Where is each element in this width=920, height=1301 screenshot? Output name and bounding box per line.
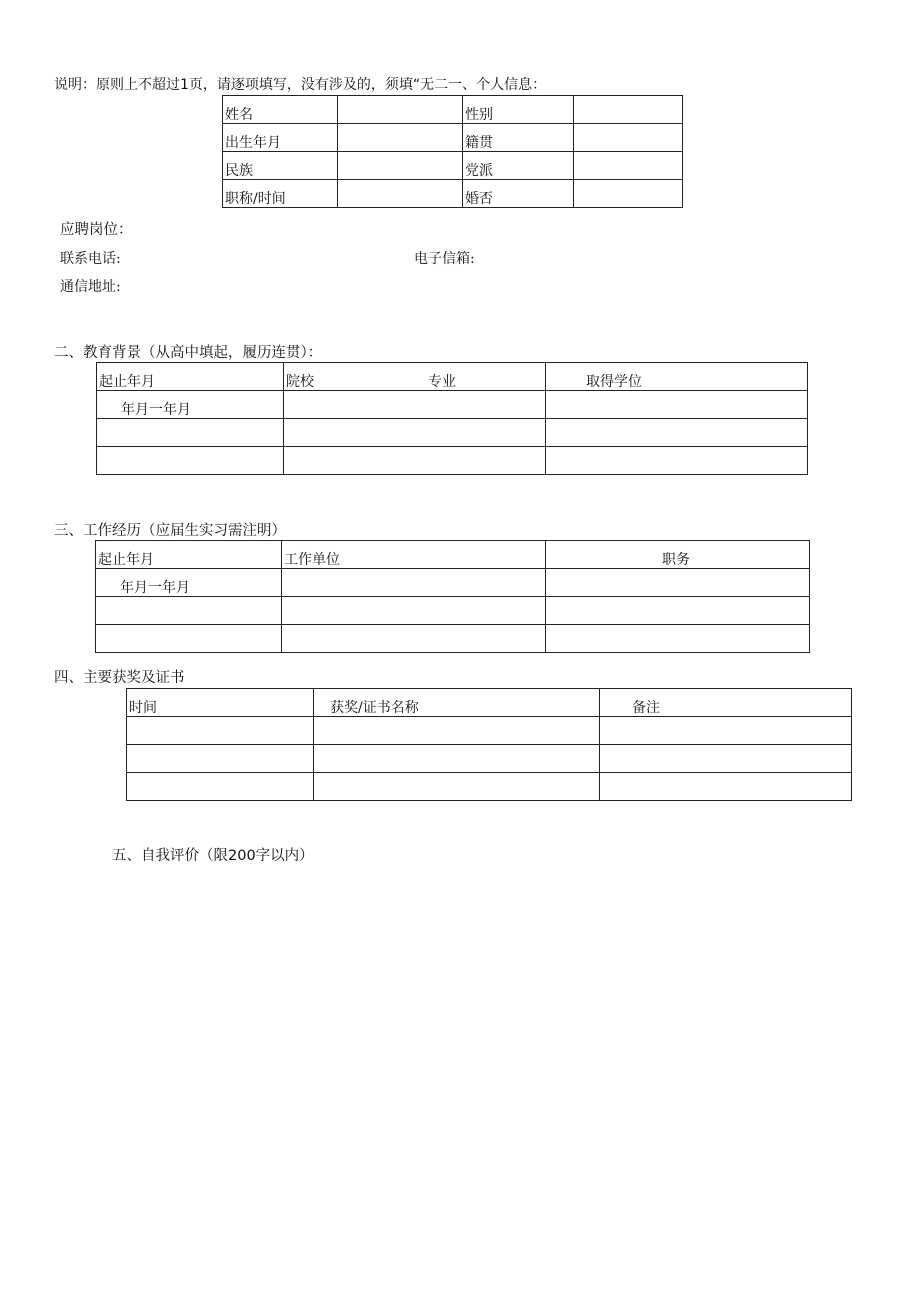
education-period-field[interactable] <box>97 419 284 447</box>
awards-col-note: 备注 <box>600 689 852 717</box>
work-employer-field[interactable] <box>282 625 546 653</box>
table-row <box>223 152 683 180</box>
education-heading: 二、教育背景（从高中填起，履历连贯）： <box>54 345 323 361</box>
work-period-field[interactable] <box>96 597 282 625</box>
awards-col-time: 时间 <box>127 689 314 717</box>
awards-time-field[interactable] <box>127 773 314 801</box>
table-row <box>96 597 810 625</box>
address-label: 通信地址: <box>60 279 121 295</box>
work-period-field[interactable]: 年月一年月 <box>96 569 282 597</box>
native-place-field[interactable] <box>574 124 683 152</box>
table-row <box>127 745 852 773</box>
ethnicity-label: 民族 <box>223 152 338 180</box>
personal-info-table <box>222 95 683 208</box>
position-label: 应聘岗位： <box>60 222 133 238</box>
self-eval-area[interactable] <box>112 872 812 1252</box>
education-table <box>96 362 808 475</box>
ethnicity-field[interactable] <box>338 152 463 180</box>
table-row <box>97 391 808 419</box>
table-row <box>127 689 852 717</box>
education-col-period: 起止年月 <box>97 363 284 391</box>
work-employer-field[interactable] <box>282 597 546 625</box>
table-row <box>97 447 808 475</box>
awards-name-field[interactable] <box>314 745 600 773</box>
instruction-text: 说明：原则上不超过1页，请逐项填写，没有涉及的，须填“无二一、个人信息： <box>54 77 547 93</box>
awards-heading: 四、主要获奖及证书 <box>54 670 185 686</box>
education-degree-field[interactable] <box>546 391 808 419</box>
table-row <box>97 419 808 447</box>
education-degree-field[interactable] <box>546 419 808 447</box>
education-col-degree: 取得学位 <box>546 363 808 391</box>
education-period-field[interactable] <box>97 447 284 475</box>
work-heading: 三、工作经历（应届生实习需注明） <box>54 523 286 539</box>
awards-note-field[interactable] <box>600 745 852 773</box>
gender-field[interactable] <box>574 96 683 124</box>
table-row <box>223 96 683 124</box>
work-role-field[interactable] <box>546 597 810 625</box>
awards-note-field[interactable] <box>600 717 852 745</box>
awards-name-field[interactable] <box>314 717 600 745</box>
birth-label: 出生年月 <box>223 124 338 152</box>
self-eval-heading: 五、自我评价（限200字以内） <box>112 848 314 864</box>
work-col-employer: 工作单位 <box>282 541 546 569</box>
title-time-field[interactable] <box>338 180 463 208</box>
email-label: 电子信箱: <box>414 251 475 267</box>
awards-time-field[interactable] <box>127 717 314 745</box>
party-label: 党派 <box>463 152 574 180</box>
education-school-field[interactable] <box>284 419 546 447</box>
native-place-label: 籍贯 <box>463 124 574 152</box>
education-degree-field[interactable] <box>546 447 808 475</box>
education-school-field[interactable] <box>284 447 546 475</box>
table-row <box>223 180 683 208</box>
work-col-role: 职务 <box>546 541 810 569</box>
name-field[interactable] <box>338 96 463 124</box>
work-col-period: 起止年月 <box>96 541 282 569</box>
awards-table <box>126 688 852 801</box>
education-col-school-major <box>284 363 546 391</box>
work-period-field[interactable] <box>96 625 282 653</box>
table-row <box>127 717 852 745</box>
education-school-field[interactable] <box>284 391 546 419</box>
gender-label: 性别 <box>463 96 574 124</box>
work-role-field[interactable] <box>546 625 810 653</box>
education-period-field[interactable]: 年月一年月 <box>97 391 284 419</box>
party-field[interactable] <box>574 152 683 180</box>
birth-field[interactable] <box>338 124 463 152</box>
awards-note-field[interactable] <box>600 773 852 801</box>
work-table <box>95 540 810 653</box>
table-row <box>96 625 810 653</box>
table-row <box>127 773 852 801</box>
marital-field[interactable] <box>574 180 683 208</box>
table-row <box>96 541 810 569</box>
awards-time-field[interactable] <box>127 745 314 773</box>
education-col-major: 专业 <box>428 374 456 390</box>
table-row <box>96 569 810 597</box>
table-row <box>223 124 683 152</box>
marital-label: 婚否 <box>463 180 574 208</box>
phone-label: 联系电话: <box>60 251 121 267</box>
table-row <box>97 363 808 391</box>
awards-name-field[interactable] <box>314 773 600 801</box>
title-time-label: 职称/时间 <box>223 180 338 208</box>
work-role-field[interactable] <box>546 569 810 597</box>
awards-col-name: 获奖/证书名称 <box>314 689 600 717</box>
education-col-school: 院校 <box>286 374 314 390</box>
work-employer-field[interactable] <box>282 569 546 597</box>
name-label: 姓名 <box>223 96 338 124</box>
